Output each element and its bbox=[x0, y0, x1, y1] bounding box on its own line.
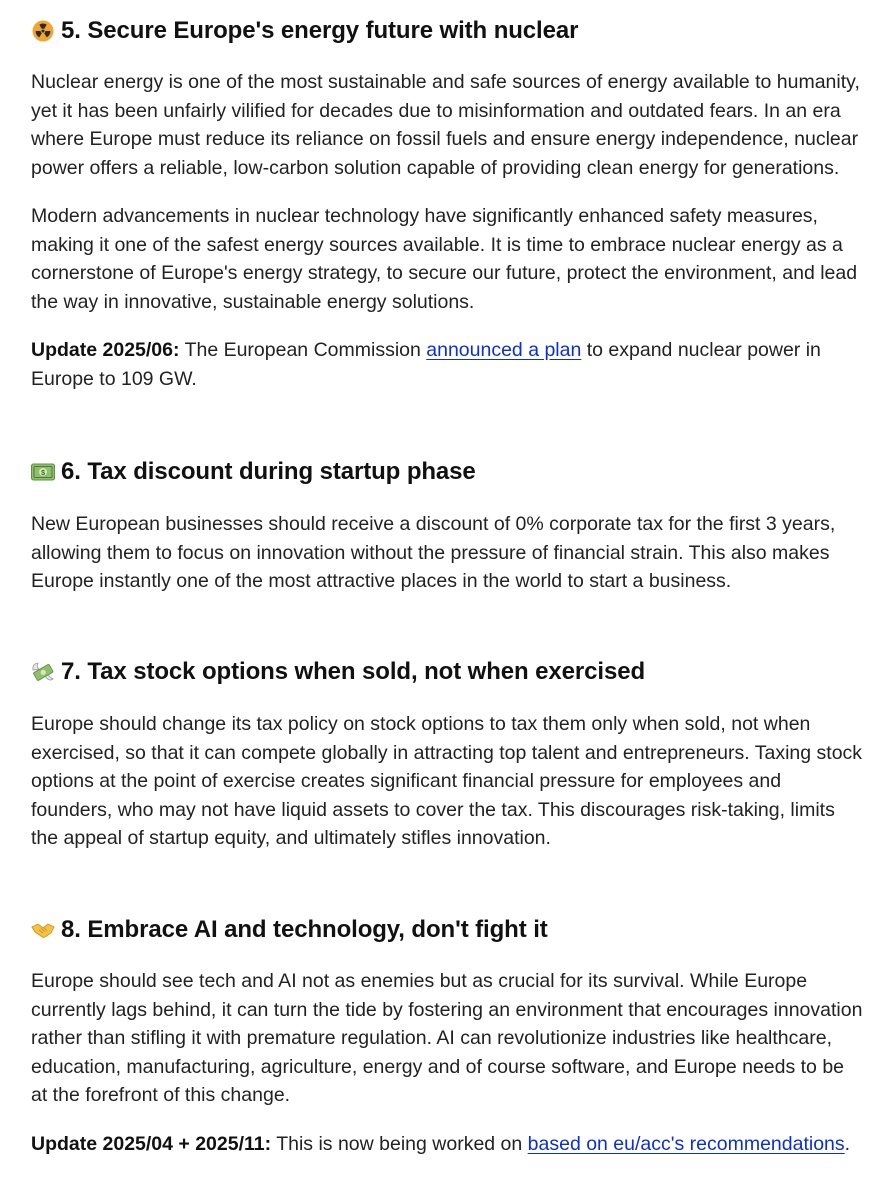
paragraph: Europe should change its tax policy on stock options to tax them only when sold, not when exercised, so that it can compete globally in attracting top talent and entrepreneurs. Taxing stock options at the point of exercise creates significant financial pressure for employees and founders, who may not have liquid assets to cover the tax. This discourages risk-taking, limits the appeal of startup equity, and ultimately stifles innovation. bbox=[31, 713, 863, 849]
radioactive-icon bbox=[31, 19, 55, 43]
section-heading-text: 6. Tax discount during startup phase bbox=[61, 458, 476, 485]
update-text: This is now being worked on bbox=[271, 1132, 528, 1155]
section-tax-discount bbox=[31, 456, 863, 596]
section-heading-text: 5. Secure Europe's energy future with nuclear bbox=[61, 17, 579, 44]
section-heading bbox=[31, 914, 863, 946]
section-embrace-ai bbox=[31, 914, 863, 1158]
section-heading-text: 8. Embrace AI and technology, don't fight it bbox=[61, 916, 548, 943]
section-heading bbox=[31, 15, 863, 47]
update-label: Update 2025/04 + 2025/11: bbox=[31, 1132, 272, 1155]
handshake-icon bbox=[31, 918, 55, 942]
eu-acc-recommendations-link[interactable]: based on eu/acc's recommendations bbox=[527, 1132, 845, 1155]
dollar-banknote-icon bbox=[31, 460, 55, 484]
section-heading-text: 7. Tax stock options when sold, not when exercised bbox=[61, 658, 646, 685]
update-note bbox=[31, 336, 863, 393]
money-with-wings-icon bbox=[31, 660, 55, 684]
update-note bbox=[31, 1130, 863, 1159]
section-stock-options bbox=[31, 656, 863, 853]
paragraph: New European businesses should receive a discount of 0% corporate tax for the first 3 years, allowing them to focus on innovation without the pressure of financial strain. This also makes Europe instantly one of the most attractive places in the world to start a business. bbox=[31, 513, 836, 592]
section-heading bbox=[31, 456, 863, 488]
paragraph: Europe should see tech and AI not as enemies but as crucial for its survival. While Europe currently lags behind, it can turn the tide by fostering an environment that encourages innovation rather than stifling it with premature regulation. AI can revolutionize industries like healthcare, education, manufacturing, agriculture, energy and of course software, and Europe needs to be at the forefront of this change. bbox=[31, 970, 863, 1106]
update-label: Update 2025/06: bbox=[31, 339, 180, 361]
section-nuclear bbox=[31, 15, 863, 393]
update-text: The European Commission bbox=[179, 339, 427, 361]
svg-text:$: $ bbox=[41, 470, 45, 477]
announced-plan-link[interactable]: announced a plan bbox=[426, 339, 582, 361]
update-text: . bbox=[844, 1132, 851, 1155]
paragraph: Nuclear energy is one of the most sustainable and safe sources of energy available to humanity, yet it has been unfairly vilified for decades due to misinformation and outdated fears. In an era where Europe must reduce its reliance on fossil fuels and ensure energy independence, nuclear power offers a reliable, low-carbon solution capable of providing clean energy for generations. bbox=[31, 71, 860, 179]
paragraph: Modern advancements in nuclear technology have significantly enhanced safety measures, making it one of the safest energy sources available. It is time to embrace nuclear energy as a cornerstone of Europe's energy strategy, to secure our future, protect the environment, and lead the way in innovative, sustainable energy solutions. bbox=[31, 205, 858, 313]
section-heading bbox=[31, 656, 863, 688]
update-text: to expand nuclear power in Europe to 109 GW. bbox=[31, 339, 821, 390]
